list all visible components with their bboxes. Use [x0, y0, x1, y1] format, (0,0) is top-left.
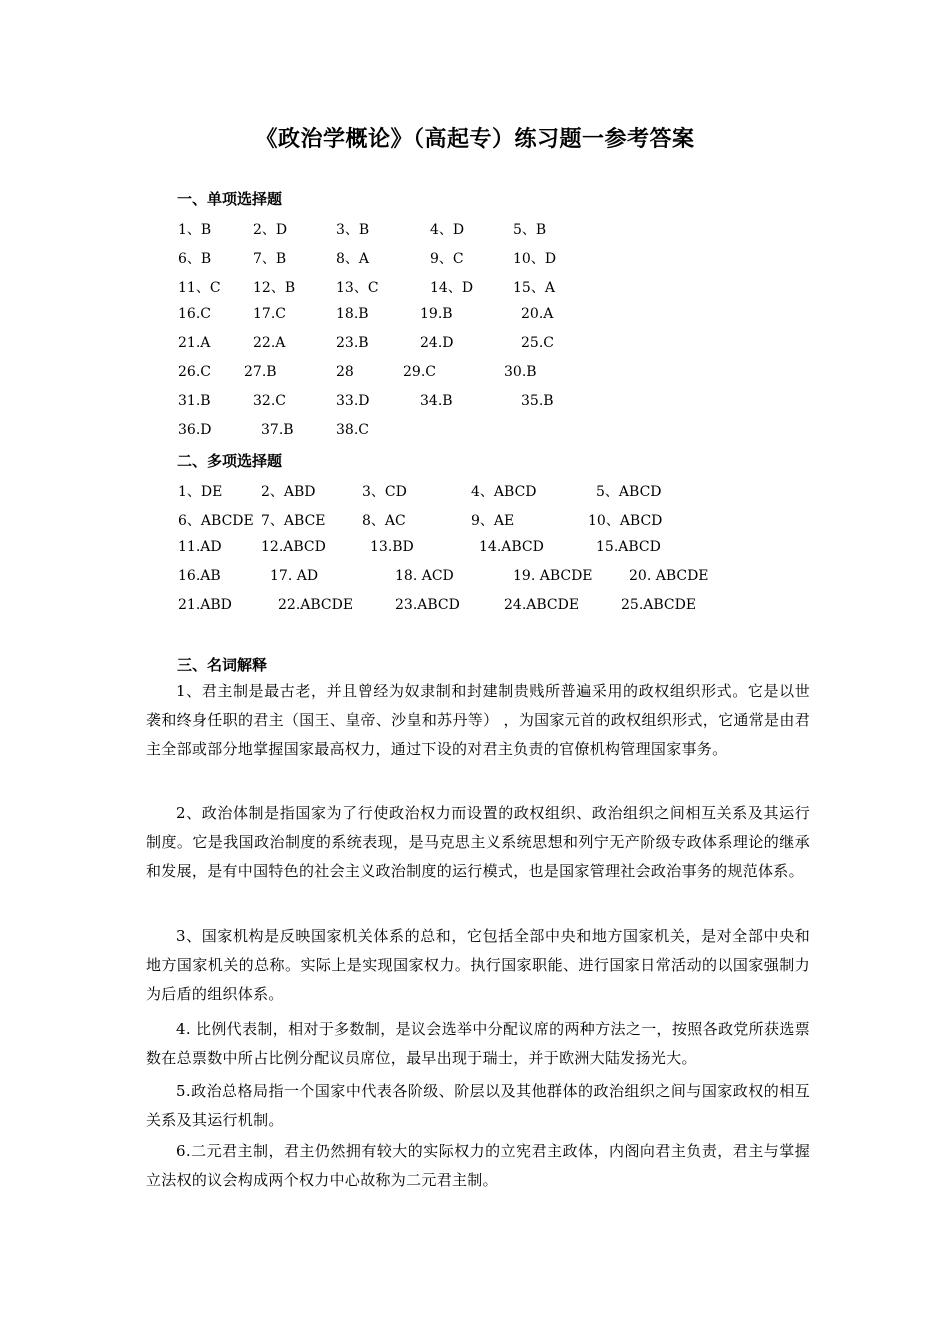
- explanation-paragraph: 6.二元君主制，君主仍然拥有较大的实际权力的立宪君主政体，内阁向君主负责，君主与掌握立法权的议会构成两个权力中心故称为二元君主制。: [146, 1142, 810, 1189]
- answer-item: 2、ABD: [261, 484, 316, 500]
- answer-item: 16.AB: [178, 568, 221, 584]
- answer-item: 10、D: [513, 251, 557, 267]
- answer-item: 30.B: [504, 364, 537, 380]
- answer-item: 21.ABD: [178, 597, 232, 613]
- answer-item: 21.A: [178, 335, 211, 351]
- answer-item: 34.B: [420, 393, 453, 409]
- answer-item: 19.B: [420, 306, 453, 322]
- answer-item: 22.A: [253, 335, 286, 351]
- answer-item: 28: [336, 364, 354, 380]
- answer-item: 20.A: [521, 306, 554, 322]
- answer-item: 27.B: [244, 364, 277, 380]
- explanation-paragraph: 3、国家机构是反映国家机关体系的总和，它包括全部中央和地方国家机关，是对全部中央和地方国家机关的总称。实际上是实现国家权力。执行国家职能、进行国家日常活动的以国家强制力为后盾的组织体系。: [146, 927, 810, 1003]
- page-title: 《政治学概论》（高起专）练习题一参考答案: [255, 126, 695, 152]
- answer-item: 4、ABCD: [471, 484, 537, 500]
- answer-item: 38.C: [336, 422, 369, 438]
- answer-item: 10、ABCD: [588, 513, 663, 529]
- answer-item: 25.ABCDE: [621, 597, 697, 613]
- answer-item: 3、B: [336, 222, 370, 238]
- answer-item: 5、B: [513, 222, 547, 238]
- answer-item: 14、D: [430, 280, 474, 296]
- answer-item: 31.B: [178, 393, 211, 409]
- answer-item: 33.D: [336, 393, 370, 409]
- answer-item: 35.B: [521, 393, 554, 409]
- answer-item: 18.B: [336, 306, 369, 322]
- answer-item: 32.C: [253, 393, 286, 409]
- answer-item: 19. ABCDE: [513, 568, 593, 584]
- section-heading-term-explanation: 三、名词解释: [177, 656, 268, 674]
- answer-item: 12、B: [253, 280, 296, 296]
- answer-item: 11、C: [178, 280, 221, 296]
- answer-item: 8、A: [336, 251, 370, 267]
- answer-item: 15、A: [513, 280, 555, 296]
- explanation-paragraph: 1、君主制是最古老，并且曾经为奴隶制和封建制贵贱所普遍采用的政权组织形式。它是以世袭和终身任职的君主（国王、皇帝、沙皇和苏丹等） ，为国家元首的政权组织形式，它通常是由君主全部或部分地掌握国家最高权力，通过下设的对君主负责的官僚机构管理国家事务。: [146, 682, 810, 758]
- answer-item: 36.D: [178, 422, 212, 438]
- answer-item: 15.ABCD: [596, 539, 661, 555]
- answer-item: 20. ABCDE: [629, 568, 709, 584]
- answer-item: 16.C: [178, 306, 211, 322]
- explanation-paragraph: 2、政治体制是指国家为了行使政治权力而设置的政权组织、政治组织之间相互关系及其运行制度。它是我国政治制度的系统表现，是马克思主义系统思想和列宁无产阶级专政体系理论的继承和发展，是有中国特色的社会主义政治制度的运行模式，也是国家管理社会政治事务的规范体系。: [146, 804, 810, 880]
- answer-item: 9、AE: [471, 513, 515, 529]
- answer-item: 12.ABCD: [261, 539, 326, 555]
- answer-item: 17. AD: [270, 568, 319, 584]
- answer-item: 4、D: [430, 222, 465, 238]
- answer-item: 29.C: [403, 364, 436, 380]
- answer-item: 23.B: [336, 335, 369, 351]
- answer-item: 2、D: [253, 222, 288, 238]
- answer-item: 37.B: [261, 422, 294, 438]
- answer-item: 26.C: [178, 364, 211, 380]
- answer-item: 6、B: [178, 251, 212, 267]
- answer-item: 13.BD: [370, 539, 414, 555]
- answer-item: 6、ABCDE: [178, 513, 254, 529]
- answer-item: 25.C: [521, 335, 554, 351]
- answer-item: 5、ABCD: [596, 484, 662, 500]
- answer-item: 23.ABCD: [395, 597, 460, 613]
- answer-item: 24.ABCDE: [504, 597, 580, 613]
- explanation-paragraph: 5.政治总格局指一个国家中代表各阶级、阶层以及其他群体的政治组织之间与国家政权的相互关系及其运行机制。: [146, 1082, 810, 1129]
- section-heading-multiple-choice: 二、多项选择题: [177, 452, 283, 470]
- answer-item: 3、CD: [362, 484, 407, 500]
- answer-item: 7、B: [253, 251, 287, 267]
- answer-item: 18. ACD: [395, 568, 454, 584]
- answer-item: 1、DE: [178, 484, 223, 500]
- answer-item: 7、ABCE: [261, 513, 326, 529]
- answer-item: 11.AD: [178, 539, 222, 555]
- explanation-paragraph: 4. 比例代表制，相对于多数制，是议会选举中分配议席的两种方法之一，按照各政党所获选票数在总票数中所占比例分配议员席位，最早出现于瑞士，并于欧洲大陆发扬光大。: [146, 1020, 810, 1067]
- answer-item: 24.D: [420, 335, 454, 351]
- answer-item: 17.C: [253, 306, 286, 322]
- answer-item: 9、C: [430, 251, 464, 267]
- answer-item: 8、AC: [362, 513, 406, 529]
- answer-item: 14.ABCD: [479, 539, 544, 555]
- answer-item: 1、B: [178, 222, 212, 238]
- answer-item: 22.ABCDE: [278, 597, 354, 613]
- section-heading-single-choice: 一、单项选择题: [177, 190, 283, 208]
- answer-item: 13、C: [336, 280, 379, 296]
